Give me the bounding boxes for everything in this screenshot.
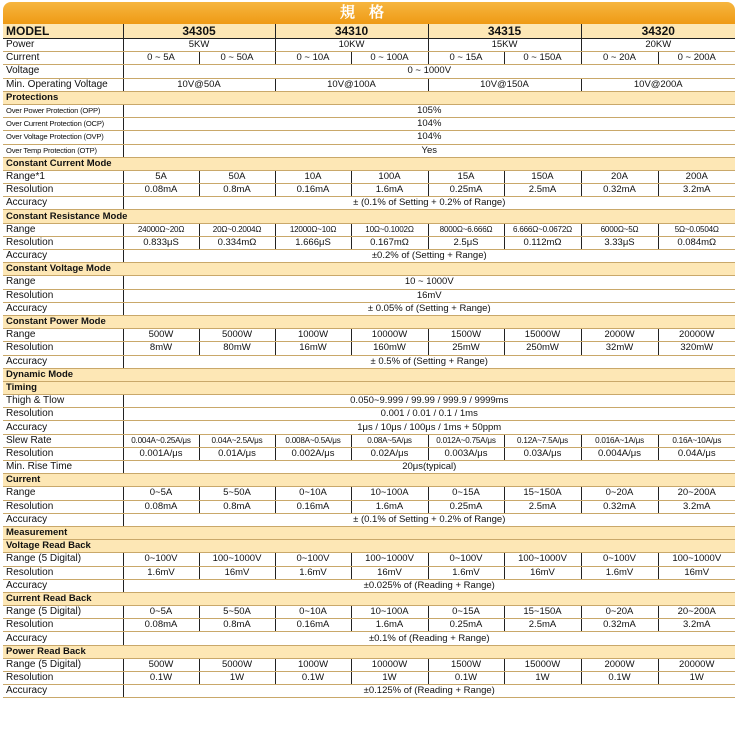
spec-value: 0~100V (123, 553, 199, 566)
spec-label: Voltage (3, 65, 123, 78)
model-name: 34310 (275, 24, 428, 39)
spec-value: ± 0.5% of (Setting + Range) (123, 355, 735, 368)
spec-label: Accuracy (3, 579, 123, 592)
spec-value: 3.2mA (658, 619, 735, 632)
spec-value: 8mW (123, 342, 199, 355)
spec-value: 25mW (428, 342, 504, 355)
spec-row (3, 131, 735, 144)
spec-value: 0~15A (428, 606, 504, 619)
spec-value: 20μs(typical) (123, 461, 735, 474)
spec-value: 1500W (428, 329, 504, 342)
spec-value: 200A (658, 170, 735, 183)
spec-value: 0.32mA (581, 500, 658, 513)
spec-value: 20A (581, 170, 658, 183)
spec-row (3, 289, 735, 302)
spec-value: 0.004A~0.25A/μs (123, 434, 199, 447)
spec-value: 0.16A~10A/μs (658, 434, 735, 447)
spec-row (3, 39, 735, 52)
spec-value: 2.5μS (428, 236, 504, 249)
spec-value: 10KW (275, 39, 428, 52)
spec-value: 5KW (123, 39, 275, 52)
spec-value: 104% (123, 118, 735, 131)
spec-value: 2.5mA (504, 500, 581, 513)
spec-value: 16mW (275, 342, 351, 355)
spec-value: 0.08mA (123, 619, 199, 632)
spec-value: 320mW (658, 342, 735, 355)
section-header (3, 210, 735, 223)
spec-value: ± (0.1% of Setting + 0.2% of Range) (123, 513, 735, 526)
spec-label: Slew Rate (3, 434, 123, 447)
spec-value: 8000Ω~6.666Ω (428, 223, 504, 236)
spec-value: 16mV (658, 566, 735, 579)
spec-value: 0.016A~1A/μs (581, 434, 658, 447)
spec-value: 1.6mV (428, 566, 504, 579)
spec-value: 0 ~ 200A (658, 52, 735, 65)
section-title: Current Read Back (3, 592, 735, 605)
spec-value: 500W (123, 329, 199, 342)
section-header (3, 592, 735, 605)
spec-row (3, 513, 735, 526)
spec-value: 0 ~ 20A (581, 52, 658, 65)
spec-value: 20000W (658, 329, 735, 342)
spec-row (3, 197, 735, 210)
section-header (3, 540, 735, 553)
spec-value: 15~150A (504, 606, 581, 619)
spec-value: 1W (199, 672, 275, 685)
model-name: 34315 (428, 24, 581, 39)
spec-value: 3.33μS (581, 236, 658, 249)
spec-label: Resolution (3, 184, 123, 197)
spec-value: 0.02A/μs (351, 447, 428, 460)
spec-label: Range (3, 276, 123, 289)
spec-label: Accuracy (3, 250, 123, 263)
model-header-row (3, 24, 735, 39)
spec-value: 10V@100A (275, 78, 428, 91)
spec-value: 16mV (504, 566, 581, 579)
spec-value: 3.2mA (658, 184, 735, 197)
spec-label: Range (5 Digital) (3, 553, 123, 566)
spec-label: Over Voltage Protection (OVP) (3, 131, 123, 144)
spec-value: 10V@50A (123, 78, 275, 91)
spec-value: 5~50A (199, 606, 275, 619)
spec-value: 5000W (199, 329, 275, 342)
section-title: Voltage Read Back (3, 540, 735, 553)
spec-label: Min. Operating Voltage (3, 78, 123, 91)
spec-value: 0.16mA (275, 184, 351, 197)
spec-value: 0.004A/μs (581, 447, 658, 460)
spec-value: 150A (504, 170, 581, 183)
spec-label: Range*1 (3, 170, 123, 183)
spec-value: 10~100A (351, 606, 428, 619)
spec-value: 1μs / 10μs / 100μs / 1ms + 50ppm (123, 421, 735, 434)
spec-row (3, 447, 735, 460)
spec-value: ±0.2% of (Setting + Range) (123, 250, 735, 263)
spec-label: Resolution (3, 447, 123, 460)
spec-value: 0~10A (275, 487, 351, 500)
spec-row (3, 236, 735, 249)
spec-value: 0.08mA (123, 184, 199, 197)
section-title: Constant Resistance Mode (3, 210, 735, 223)
spec-label: Range (3, 223, 123, 236)
spec-value: 1W (504, 672, 581, 685)
spec-label: Resolution (3, 342, 123, 355)
spec-value: 0.334mΩ (199, 236, 275, 249)
section-header (3, 91, 735, 104)
spec-value: 6000Ω~5Ω (581, 223, 658, 236)
spec-title: 規格 (3, 2, 735, 24)
section-title: Current (3, 474, 735, 487)
spec-value: 500W (123, 658, 199, 671)
section-header (3, 368, 735, 381)
spec-value: 1000W (275, 329, 351, 342)
spec-row (3, 355, 735, 368)
model-name: 34305 (123, 24, 275, 39)
spec-row (3, 487, 735, 500)
section-title: Constant Current Mode (3, 157, 735, 170)
spec-value: 0.32mA (581, 619, 658, 632)
spec-value: 1000W (275, 658, 351, 671)
spec-value: 104% (123, 131, 735, 144)
spec-value: 0.112mΩ (504, 236, 581, 249)
spec-row (3, 276, 735, 289)
spec-value: 50A (199, 170, 275, 183)
spec-value: 5A (123, 170, 199, 183)
spec-value: 0.1W (581, 672, 658, 685)
spec-value: 0.001A/μs (123, 447, 199, 460)
spec-value: 0 ~ 150A (504, 52, 581, 65)
spec-value: 0.001 / 0.01 / 0.1 / 1ms (123, 408, 735, 421)
spec-value: 0 ~ 1000V (123, 65, 735, 78)
spec-value: 10Ω~0.1002Ω (351, 223, 428, 236)
spec-value: 0~20A (581, 487, 658, 500)
spec-label: Resolution (3, 500, 123, 513)
section-header (3, 157, 735, 170)
section-title: Constant Power Mode (3, 315, 735, 328)
spec-value: 0.1W (275, 672, 351, 685)
spec-value: 0 ~ 5A (123, 52, 199, 65)
spec-value: 16mV (351, 566, 428, 579)
spec-row (3, 632, 735, 645)
spec-value: 15~150A (504, 487, 581, 500)
spec-value: 16mV (199, 566, 275, 579)
section-title: Power Read Back (3, 645, 735, 658)
spec-label: Over Current Protection (OCP) (3, 118, 123, 131)
spec-value: 105% (123, 104, 735, 117)
spec-value: 0.16mA (275, 500, 351, 513)
spec-value: 5Ω~0.0504Ω (658, 223, 735, 236)
spec-label: Resolution (3, 289, 123, 302)
spec-table (3, 24, 735, 698)
section-title: Dynamic Mode (3, 368, 735, 381)
spec-value: 0.08A~5A/μs (351, 434, 428, 447)
spec-value: 32mW (581, 342, 658, 355)
spec-value: 0.16mA (275, 619, 351, 632)
section-header (3, 315, 735, 328)
spec-value: 100~1000V (658, 553, 735, 566)
spec-value: 0 ~ 15A (428, 52, 504, 65)
spec-row (3, 342, 735, 355)
spec-value: 100~1000V (199, 553, 275, 566)
spec-value: 1500W (428, 658, 504, 671)
spec-row (3, 500, 735, 513)
spec-value: 0.12A~7.5A/μs (504, 434, 581, 447)
spec-value: 0.167mΩ (351, 236, 428, 249)
spec-value: 0.25mA (428, 184, 504, 197)
spec-value: 0~15A (428, 487, 504, 500)
spec-table-body (3, 24, 735, 698)
spec-value: 0.012A~0.75A/μs (428, 434, 504, 447)
spec-label: Over Temp Protection (OTP) (3, 144, 123, 157)
spec-value: 2000W (581, 658, 658, 671)
spec-value: ± (0.1% of Setting + 0.2% of Range) (123, 197, 735, 210)
spec-value: 0.008A~0.5A/μs (275, 434, 351, 447)
spec-value: 0.8mA (199, 619, 275, 632)
spec-value: 1.6mA (351, 500, 428, 513)
spec-row (3, 553, 735, 566)
spec-value: 100~1000V (351, 553, 428, 566)
spec-value: 0~100V (581, 553, 658, 566)
spec-row (3, 461, 735, 474)
spec-value: 1.6mV (123, 566, 199, 579)
spec-value: 10V@150A (428, 78, 581, 91)
spec-value: 10~100A (351, 487, 428, 500)
spec-row (3, 65, 735, 78)
spec-value: 0.1W (123, 672, 199, 685)
spec-row (3, 118, 735, 131)
spec-row (3, 184, 735, 197)
spec-value: 10000W (351, 329, 428, 342)
spec-value: 1W (658, 672, 735, 685)
section-title: Timing (3, 381, 735, 394)
spec-value: 5000W (199, 658, 275, 671)
spec-row (3, 223, 735, 236)
spec-value: 1.6mA (351, 184, 428, 197)
section-header (3, 381, 735, 394)
spec-value: 0 ~ 50A (199, 52, 275, 65)
spec-label: Power (3, 39, 123, 52)
spec-value: 15000W (504, 329, 581, 342)
spec-row (3, 329, 735, 342)
spec-row (3, 78, 735, 91)
spec-label: Accuracy (3, 197, 123, 210)
spec-row (3, 104, 735, 117)
section-header (3, 526, 735, 539)
spec-label: Thigh & Tlow (3, 395, 123, 408)
spec-row (3, 408, 735, 421)
spec-label: Accuracy (3, 421, 123, 434)
section-header (3, 263, 735, 276)
spec-value: 20~200A (658, 606, 735, 619)
spec-value: ± 0.05% of (Setting + Range) (123, 302, 735, 315)
spec-value: Yes (123, 144, 735, 157)
spec-value: 20Ω~0.2004Ω (199, 223, 275, 236)
spec-value: ±0.125% of (Reading + Range) (123, 685, 735, 698)
spec-label: Range (5 Digital) (3, 658, 123, 671)
spec-value: 0.003A/μs (428, 447, 504, 460)
spec-value: 24000Ω~20Ω (123, 223, 199, 236)
spec-value: 0 ~ 10A (275, 52, 351, 65)
section-title: Measurement (3, 526, 735, 539)
spec-value: 0~10A (275, 606, 351, 619)
spec-value: 2.5mA (504, 184, 581, 197)
spec-row (3, 619, 735, 632)
spec-value: 0.01A/μs (199, 447, 275, 460)
spec-value: 0.050~9.999 / 99.99 / 999.9 / 9999ms (123, 395, 735, 408)
spec-label: Resolution (3, 236, 123, 249)
spec-value: 100A (351, 170, 428, 183)
spec-label: Resolution (3, 408, 123, 421)
spec-label: Accuracy (3, 632, 123, 645)
spec-value: 0~20A (581, 606, 658, 619)
spec-label: Range (3, 487, 123, 500)
spec-row (3, 658, 735, 671)
spec-value: 0~5A (123, 606, 199, 619)
spec-value: ±0.1% of (Reading + Range) (123, 632, 735, 645)
spec-value: 1.6mV (581, 566, 658, 579)
spec-value: 0 ~ 100A (351, 52, 428, 65)
spec-value: 0.25mA (428, 500, 504, 513)
spec-value: 1.6mA (351, 619, 428, 632)
spec-value: 160mW (351, 342, 428, 355)
spec-value: 6.666Ω~0.0672Ω (504, 223, 581, 236)
spec-value: 1W (351, 672, 428, 685)
spec-value: 16mV (123, 289, 735, 302)
spec-value: 15000W (504, 658, 581, 671)
spec-value: 0~100V (275, 553, 351, 566)
spec-value: 15KW (428, 39, 581, 52)
spec-label: Current (3, 52, 123, 65)
spec-row (3, 685, 735, 698)
spec-value: 0~5A (123, 487, 199, 500)
spec-value: 0.03A/μs (504, 447, 581, 460)
spec-value: 0.04A~2.5A/μs (199, 434, 275, 447)
spec-label: Resolution (3, 566, 123, 579)
spec-label: Min. Rise Time (3, 461, 123, 474)
section-title: Protections (3, 91, 735, 104)
section-title: Constant Voltage Mode (3, 263, 735, 276)
spec-row (3, 250, 735, 263)
spec-value: 3.2mA (658, 500, 735, 513)
spec-value: 20~200A (658, 487, 735, 500)
spec-value: 15A (428, 170, 504, 183)
spec-row (3, 144, 735, 157)
spec-value: 10A (275, 170, 351, 183)
spec-row (3, 421, 735, 434)
spec-row (3, 434, 735, 447)
spec-value: 0.002A/μs (275, 447, 351, 460)
spec-label: Accuracy (3, 302, 123, 315)
spec-value: 2000W (581, 329, 658, 342)
spec-label: Range (5 Digital) (3, 606, 123, 619)
spec-value: 80mW (199, 342, 275, 355)
spec-value: 0.8mA (199, 184, 275, 197)
spec-value: 0.32mA (581, 184, 658, 197)
spec-sheet (3, 2, 735, 698)
spec-value: 0.1W (428, 672, 504, 685)
spec-row (3, 302, 735, 315)
spec-value: 5~50A (199, 487, 275, 500)
spec-value: 0.8mA (199, 500, 275, 513)
section-header (3, 645, 735, 658)
spec-label: Accuracy (3, 685, 123, 698)
spec-row (3, 170, 735, 183)
spec-label: Resolution (3, 672, 123, 685)
spec-label: Range (3, 329, 123, 342)
spec-value: 1.666μS (275, 236, 351, 249)
spec-row (3, 606, 735, 619)
spec-value: 1.6mV (275, 566, 351, 579)
spec-value: ±0.025% of (Reading + Range) (123, 579, 735, 592)
spec-label: Over Power Protection (OPP) (3, 104, 123, 117)
spec-value: 10V@200A (581, 78, 735, 91)
spec-value: 20KW (581, 39, 735, 52)
spec-value: 250mW (504, 342, 581, 355)
spec-value: 12000Ω~10Ω (275, 223, 351, 236)
spec-value: 0.084mΩ (658, 236, 735, 249)
spec-value: 20000W (658, 658, 735, 671)
section-header (3, 474, 735, 487)
model-name: 34320 (581, 24, 735, 39)
spec-value: 2.5mA (504, 619, 581, 632)
spec-row (3, 566, 735, 579)
spec-row (3, 395, 735, 408)
spec-row (3, 579, 735, 592)
spec-value: 0.25mA (428, 619, 504, 632)
spec-row (3, 52, 735, 65)
spec-value: 10000W (351, 658, 428, 671)
spec-value: 0.08mA (123, 500, 199, 513)
spec-value: 100~1000V (504, 553, 581, 566)
spec-value: 0.04A/μs (658, 447, 735, 460)
spec-value: 10 ~ 1000V (123, 276, 735, 289)
spec-label: Accuracy (3, 513, 123, 526)
spec-value: 0.833μS (123, 236, 199, 249)
spec-row (3, 672, 735, 685)
spec-label: MODEL (3, 24, 123, 39)
spec-label: Resolution (3, 619, 123, 632)
spec-label: Accuracy (3, 355, 123, 368)
spec-value: 0~100V (428, 553, 504, 566)
